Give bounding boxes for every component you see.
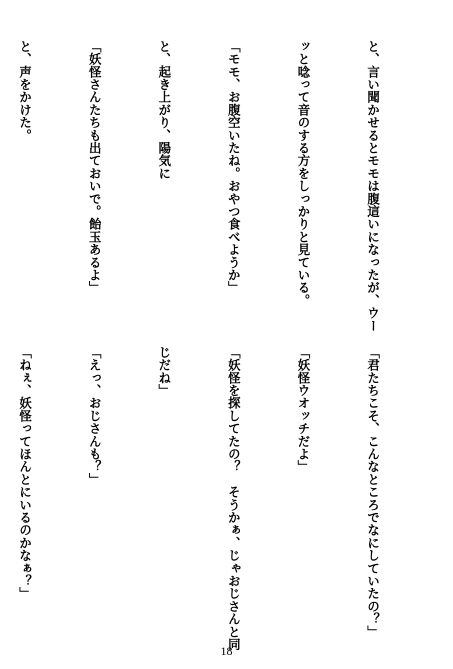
text-column: ッと唸って音のする方をしっかりと見ている。	[295, 40, 311, 307]
text-column: と、言い聞かせるとモモは腹這いになったが、ウー	[365, 40, 381, 333]
text-column: と、起き上がり、陽気に	[156, 40, 172, 180]
text-column: じだね」	[156, 346, 172, 397]
text-column: と、声をかけた。	[17, 40, 33, 142]
text-column: 「妖怪さんたちも出ておいで。飴玉あるよ」	[87, 40, 103, 294]
page-number: 18	[220, 644, 233, 658]
text-column: 「妖怪ウオッチだよ」	[295, 346, 311, 473]
text-column: 「君たちこそ、こんなところでなにしていたの？」	[365, 346, 381, 639]
text-block-top	[17, 40, 431, 333]
text-column: 「ねぇ、妖怪ってほんとにいるのかなぁ？」	[17, 346, 33, 600]
text-column: 「えっ、おじさんも？」	[87, 346, 103, 486]
text-column: 「モモ、お腹空いたね。おやつ食べようか」	[226, 40, 242, 294]
text-column: 「妖怪を探してたの？ そうかぁ、じゃおじさんと同	[226, 346, 242, 651]
